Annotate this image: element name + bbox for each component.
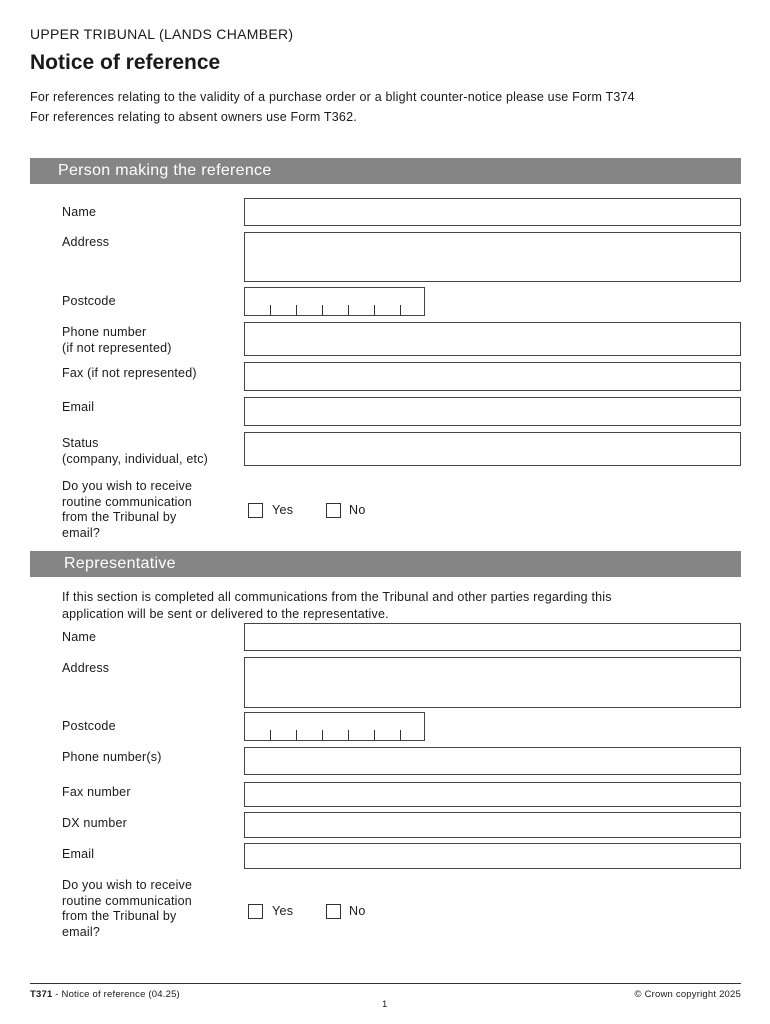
rep-email-no-checkbox[interactable] xyxy=(326,904,341,919)
person-email-no-label: No xyxy=(349,503,366,517)
postcode-divider xyxy=(348,730,349,740)
rep-address-label: Address xyxy=(62,661,110,675)
person-email-question-line2: routine communication xyxy=(62,494,192,509)
person-email-question-line4: email? xyxy=(62,525,101,540)
person-email-yes-label: Yes xyxy=(272,503,294,517)
rep-dx-input[interactable] xyxy=(244,812,741,838)
person-email-label: Email xyxy=(62,400,95,414)
rep-email-question xyxy=(62,878,192,940)
rep-email-yes-checkbox[interactable] xyxy=(248,904,263,919)
postcode-divider xyxy=(374,730,375,740)
person-status-label-line2: (company, individual, etc) xyxy=(62,451,209,466)
rep-section-heading: Representative xyxy=(30,551,741,577)
postcode-divider xyxy=(348,305,349,315)
rep-name-label: Name xyxy=(62,630,97,644)
person-postcode-input[interactable] xyxy=(244,287,425,316)
footer-form-code: T371 xyxy=(30,989,53,1000)
rep-fax-input[interactable] xyxy=(244,782,741,807)
rep-section-note xyxy=(62,589,612,623)
rep-phone-input[interactable] xyxy=(244,747,741,775)
person-status-label xyxy=(62,436,208,467)
rep-email-yes-label: Yes xyxy=(272,904,294,918)
rep-dx-label: DX number xyxy=(62,816,128,830)
person-email-input[interactable] xyxy=(244,397,741,426)
rep-email-question-line4: email? xyxy=(62,924,101,939)
rep-note-line2: application will be sent or delivered to the representative. xyxy=(62,607,389,621)
person-address-label: Address xyxy=(62,235,110,249)
intro-line-1: For references relating to the validity of a purchase order or a blight counter-notice please use Form T374 xyxy=(30,90,635,104)
person-postcode-label: Postcode xyxy=(62,294,116,308)
rep-fax-label: Fax number xyxy=(62,785,131,799)
rep-postcode-input[interactable] xyxy=(244,712,425,741)
postcode-divider xyxy=(374,305,375,315)
person-name-label: Name xyxy=(62,205,97,219)
intro-line-2: For references relating to absent owners use Form T362. xyxy=(30,110,357,124)
postcode-divider xyxy=(296,305,297,315)
page-title: Notice of reference xyxy=(30,51,221,74)
person-email-yes-checkbox[interactable] xyxy=(248,503,263,518)
person-email-question-line3: from the Tribunal by xyxy=(62,510,177,524)
person-email-no-checkbox[interactable] xyxy=(326,503,341,518)
rep-email-input[interactable] xyxy=(244,843,741,869)
postcode-divider xyxy=(400,730,401,740)
person-phone-input[interactable] xyxy=(244,322,741,356)
footer-copyright: © Crown copyright 2025 xyxy=(634,989,741,1000)
rep-email-question-line3: from the Tribunal by xyxy=(62,909,177,923)
tribunal-name: UPPER TRIBUNAL (LANDS CHAMBER) xyxy=(30,26,294,42)
rep-postcode-label: Postcode xyxy=(62,719,116,733)
postcode-divider xyxy=(270,730,271,740)
person-phone-label-line2: (if not represented) xyxy=(62,340,172,355)
postcode-divider xyxy=(270,305,271,315)
person-fax-input[interactable] xyxy=(244,362,741,391)
postcode-divider xyxy=(322,305,323,315)
person-address-input[interactable] xyxy=(244,232,741,282)
rep-email-no-label: No xyxy=(349,904,366,918)
footer-form-ref xyxy=(30,989,180,1000)
person-status-input[interactable] xyxy=(244,432,741,466)
postcode-divider xyxy=(400,305,401,315)
person-section-heading: Person making the reference xyxy=(30,158,741,184)
person-name-input[interactable] xyxy=(244,198,741,226)
person-phone-label xyxy=(62,325,172,356)
rep-email-question-line2: routine communication xyxy=(62,893,192,908)
footer-rule xyxy=(30,983,741,984)
postcode-divider xyxy=(296,730,297,740)
page-number: 1 xyxy=(382,999,388,1010)
postcode-divider xyxy=(322,730,323,740)
rep-phone-label: Phone number(s) xyxy=(62,750,162,764)
rep-email-label: Email xyxy=(62,847,95,861)
rep-email-question-line1: Do you wish to receive xyxy=(62,878,193,892)
person-phone-label-line1: Phone number xyxy=(62,325,147,339)
rep-name-input[interactable] xyxy=(244,623,741,651)
rep-note-line1: If this section is completed all communications from the Tribunal and other parties regarding this xyxy=(62,590,612,604)
person-email-question-line1: Do you wish to receive xyxy=(62,479,193,493)
person-fax-label: Fax (if not represented) xyxy=(62,366,197,380)
rep-address-input[interactable] xyxy=(244,657,741,708)
person-status-label-line1: Status xyxy=(62,436,99,450)
person-email-question xyxy=(62,479,192,541)
footer-form-desc: - Notice of reference (04.25) xyxy=(52,989,180,1000)
